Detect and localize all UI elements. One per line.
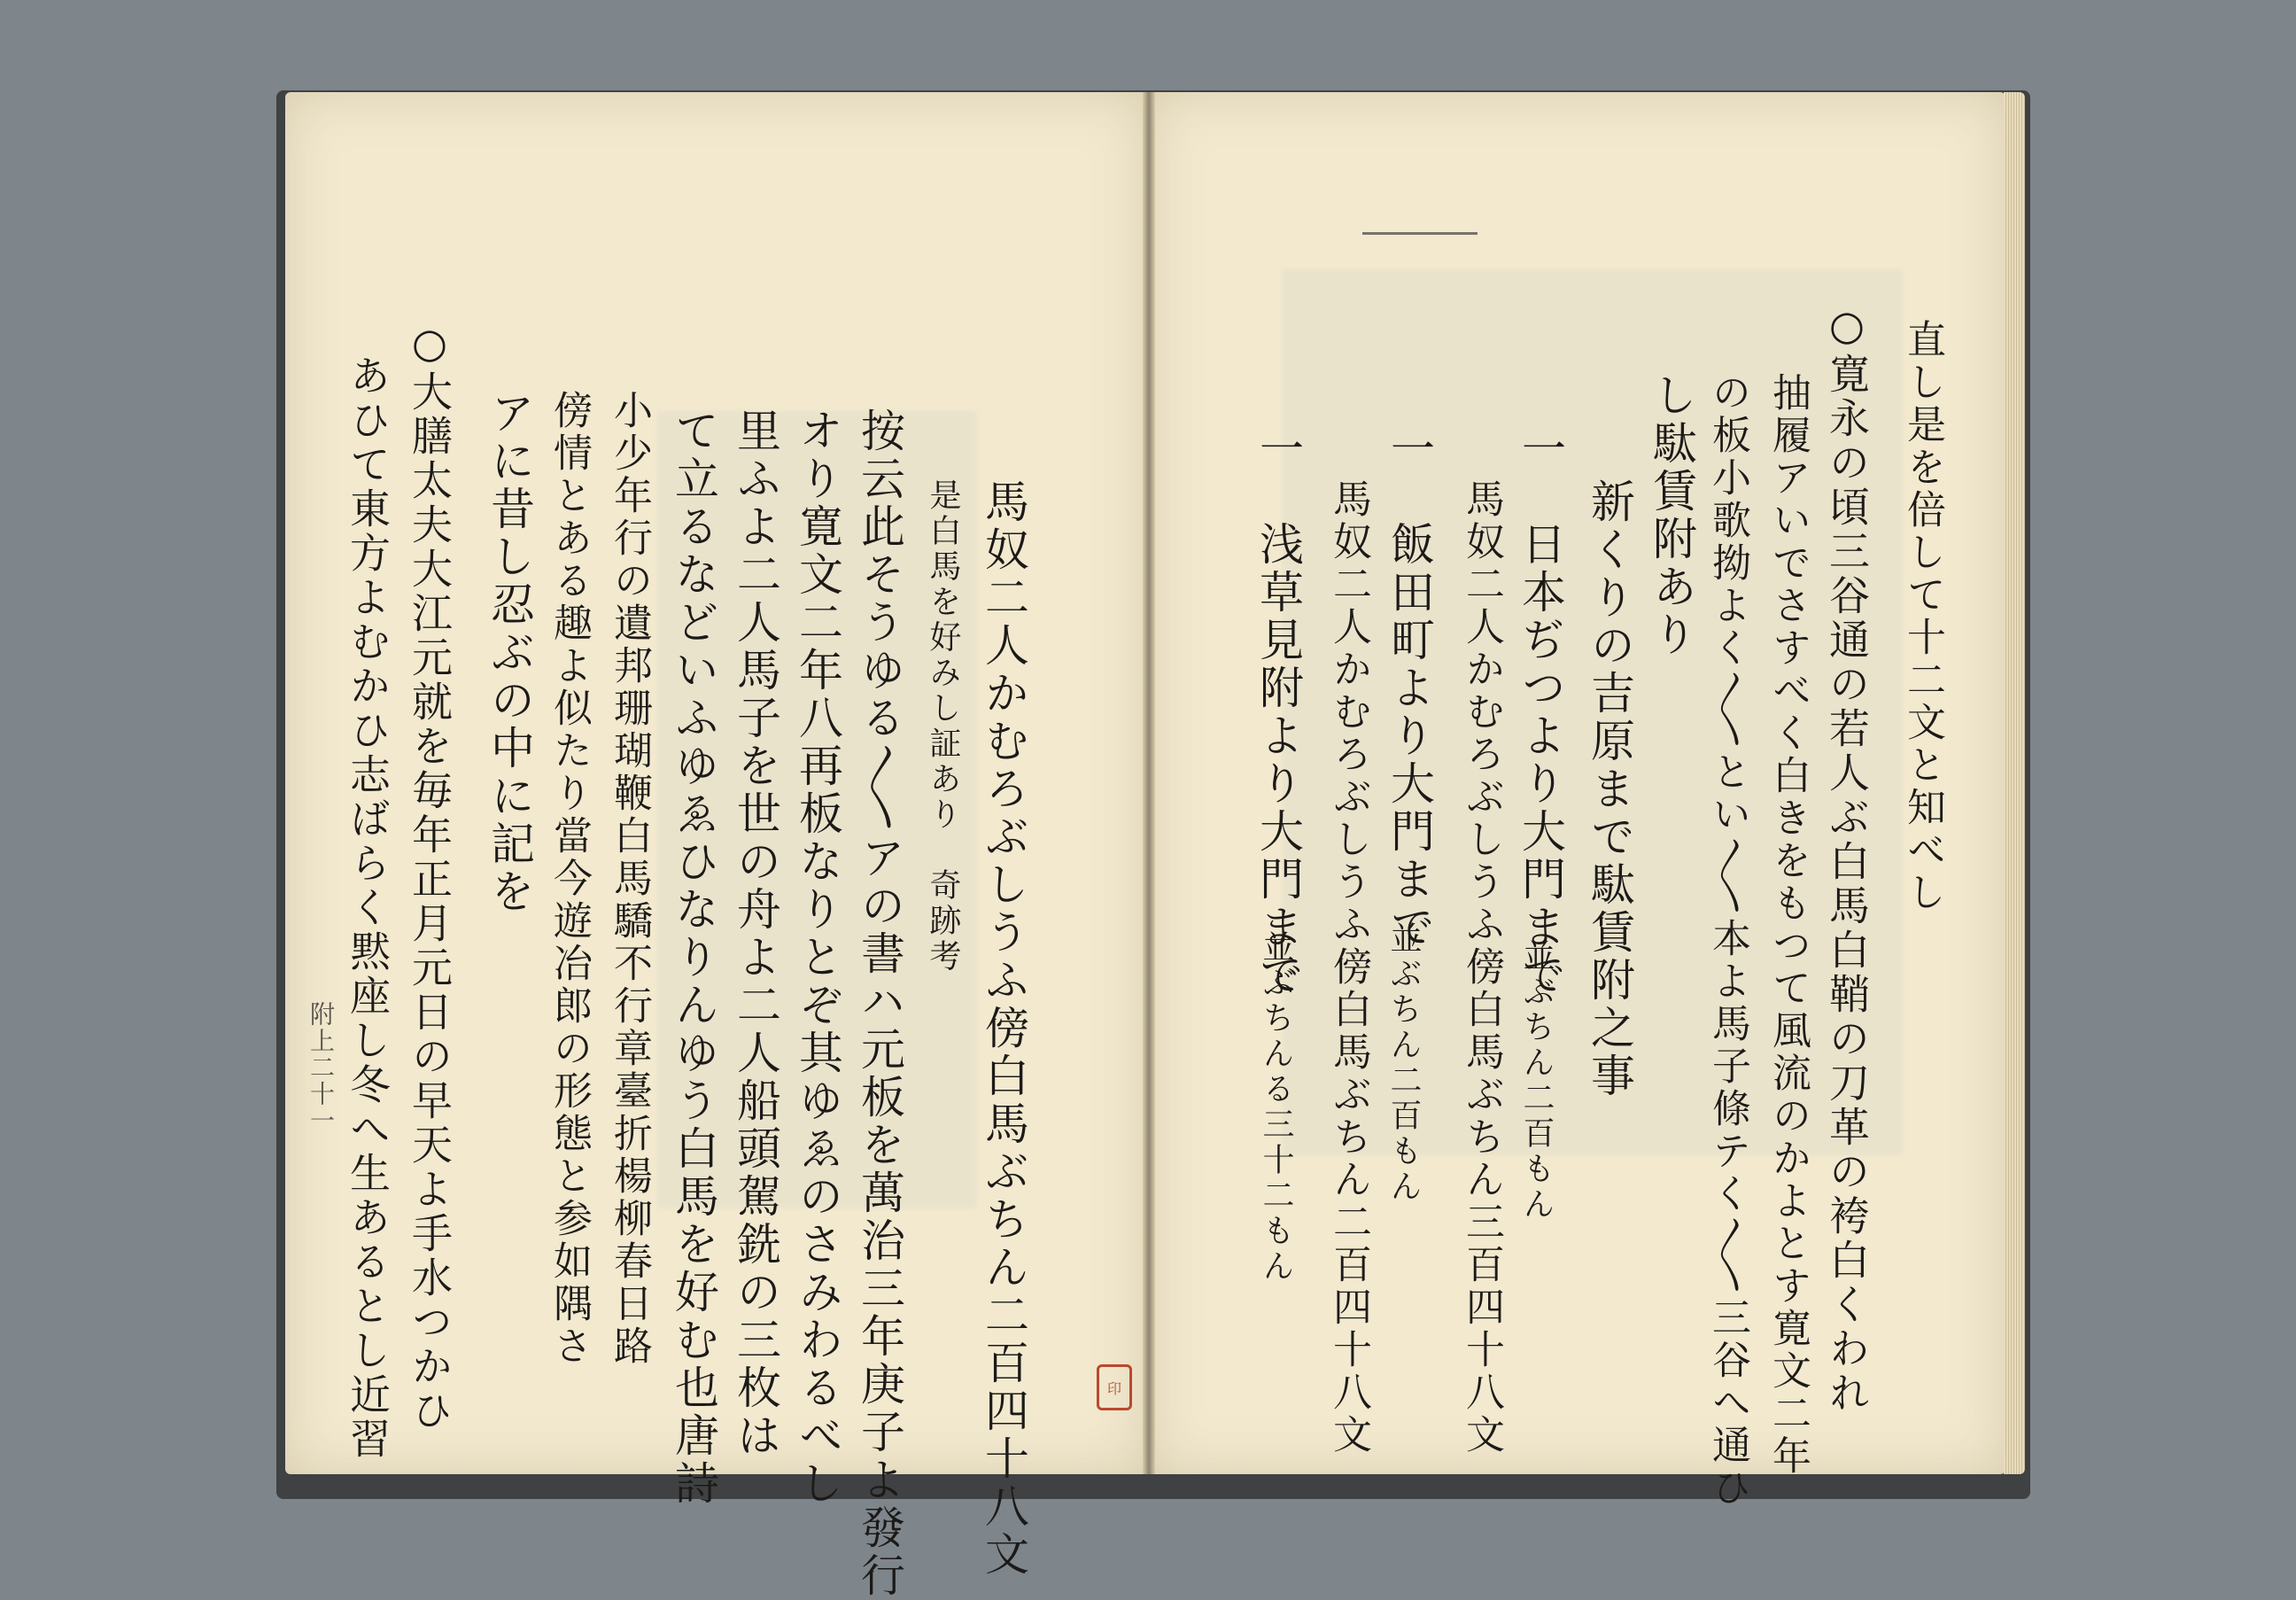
text-column: 並ぶちん二百もん xyxy=(1518,939,1555,1223)
text-column: の板小歌拗よく〳〵とい〳〵本よ馬子條テく〳〵三谷へ通ひ xyxy=(1705,372,1750,1510)
text-column: 一 日本ぢつより大門まで xyxy=(1515,425,1566,999)
text-column: 直し是を倍して十二文と知べし xyxy=(1900,319,1945,914)
text-column: 小少年行の遺邦珊瑚鞭白馬驕不行章臺折楊柳春日路 xyxy=(607,390,652,1368)
text-column: 馬奴二人かむろぶしうふ傍白馬ぶちん二百四十八文 xyxy=(978,478,1029,1579)
book-gutter xyxy=(1143,92,1155,1474)
text-column: 抽履アいでさすべく白きをもつて風流のかよとす寛文二年 xyxy=(1765,372,1811,1478)
seal-text: 印 xyxy=(1106,1379,1121,1397)
page-folio: 附上二十一 xyxy=(306,1001,336,1134)
text-column: 並ぶちんる三十二もん xyxy=(1258,930,1294,1285)
text-column: て立るなどいふゆゑひなりんゆう白馬を好む也唐詩 xyxy=(668,408,719,1508)
text-column: ○寛永の頃三谷通の若人ぶ白馬白鞘の刀革の袴白くわれ xyxy=(1823,301,1871,1416)
text-column: 傍情とある趣よ似たり當今遊冶郎の形態と参如隅さ xyxy=(547,390,592,1368)
divider-mark xyxy=(1362,232,1478,235)
text-column: アに昔し忍ぶの中に記を xyxy=(484,390,535,916)
text-column: 一 飯田町より大門まで xyxy=(1384,425,1435,951)
text-column: あひて東方よむかひ志ばらく黙座し冬へ生あるとし近習 xyxy=(344,354,392,1462)
text-column: 按云此そうゆる〳〵アの書ハ元板を萬治三年庚子よ發行 xyxy=(854,408,905,1600)
text-column: 一 浅草見附より大門まで xyxy=(1253,425,1304,999)
collector-seal xyxy=(1097,1364,1132,1410)
text-column: 馬奴二人かむろぶしうふ傍白馬ぶちん三百四十八文 xyxy=(1459,478,1504,1456)
text-column: 是白馬を好みし証あり 奇跡考 xyxy=(925,478,961,975)
text-column: ○大膳太夫大江元就を毎年正月元日の早天よ手水つかひ xyxy=(406,319,454,1433)
text-column: 並ぶちん二百もん xyxy=(1385,921,1422,1205)
text-column: し駄賃附あり xyxy=(1646,372,1697,659)
text-column: 馬奴二人かむろぶしうふ傍白馬ぶちん二百四十八文 xyxy=(1326,478,1371,1456)
page-edges xyxy=(2004,92,2025,1474)
text-column: オり寛文二年八再板なりとぞ其ゆゑのさみわるべし xyxy=(792,408,843,1508)
text-column: 里ふよ二人馬子を世の舟よ二人船頭駕銑の三枚は xyxy=(730,408,781,1460)
text-column: 新くりの吉原まで駄賃附之事 xyxy=(1584,478,1635,1100)
